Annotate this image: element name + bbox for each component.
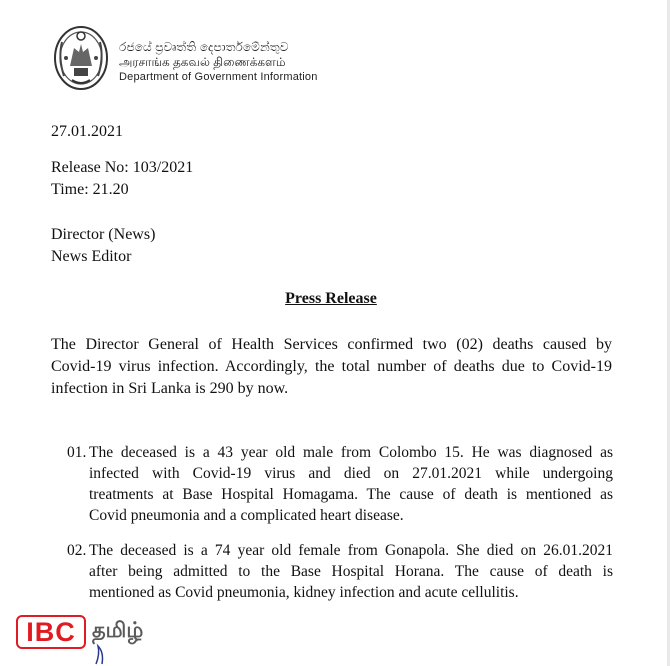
item-line: Covid pneumonia and a complicated heart disease.: [89, 507, 404, 524]
intro-paragraph: [51, 334, 612, 400]
department-name-block: [119, 40, 359, 85]
item-body: [89, 442, 613, 526]
letterhead: [52, 22, 352, 94]
release-time: Time: 21.20: [51, 181, 129, 198]
dept-name-english: Department of Government Information: [119, 71, 318, 83]
ibc-logo-box: [16, 615, 86, 649]
item-line: The deceased is a 43 year old male from Colombo 15. He was diagnosed as: [89, 444, 613, 461]
item-number: 02.: [67, 542, 87, 559]
recipient-editor: News Editor: [51, 248, 132, 265]
dept-name-tamil: அரசாங்க தகவல் திணைக்களம்: [119, 55, 286, 69]
item-line: The deceased is a 74 year old female from Gonapola. She died on 26.01.2021: [89, 542, 613, 559]
ibc-tamil-text: தமிழ்: [92, 619, 144, 642]
sri-lanka-emblem-icon: [52, 22, 110, 92]
ibc-logo-text: IBC: [26, 616, 76, 647]
release-date: 27.01.2021: [51, 123, 123, 140]
page-title: [0, 290, 670, 308]
item-body: [89, 540, 613, 603]
item-line: after being admitted to the Base Hospital Horana. The cause of death is: [89, 563, 613, 580]
item-line: infected with Covid-19 virus and died on 27.01.2021 while undergoing: [89, 465, 613, 482]
signature-mark-icon: [90, 636, 130, 666]
page-title-text: Press Release: [285, 290, 377, 307]
release-number: Release No: 103/2021: [51, 159, 194, 176]
recipient-director: Director (News): [51, 226, 156, 243]
intro-line: The Director General of Health Services confirmed two (02) deaths caused by: [51, 336, 612, 353]
item-number: 01.: [67, 444, 87, 461]
item-line: treatments at Base Hospital Homagama. The cause of death is mentioned as: [89, 486, 613, 503]
intro-line: infection in Sri Lanka is 290 by now.: [51, 380, 289, 397]
item-line: mentioned as Covid pneumonia, kidney infection and acute cellulitis.: [89, 584, 519, 601]
dept-name-sinhala: රජයේ ප්‍රවෘත්ති දෙපාර්තමේන්තුව: [119, 40, 289, 54]
intro-line: Covid-19 virus infection. Accordingly, the total number of deaths due to Covid-19: [51, 358, 612, 375]
